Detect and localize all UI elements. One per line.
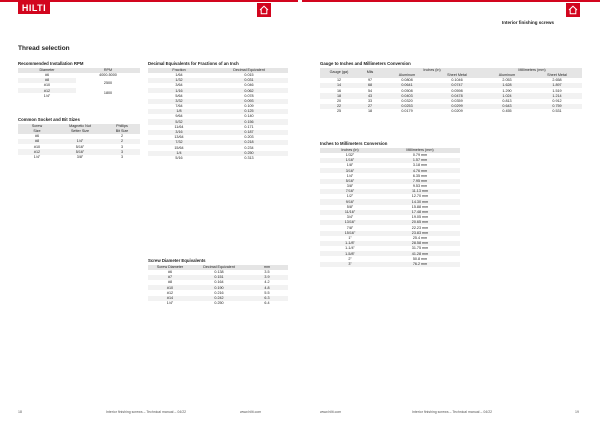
table-cell: 0.0641 [382, 83, 432, 88]
table-cell: 1/16" [320, 158, 380, 163]
table-cell: 1/32" [345, 152, 355, 157]
home-icon[interactable] [566, 3, 580, 17]
table-cell: 1.897 [532, 83, 582, 88]
table-cell: #10 [43, 83, 51, 88]
column-header: Inches (in) [320, 148, 380, 153]
table-cell: 0.759 [532, 104, 582, 109]
table-cell: 1/4" [56, 139, 104, 144]
column-header: Mils [358, 68, 382, 78]
table-cell: #8 [18, 78, 76, 83]
table-cell: 11/16" [320, 210, 380, 215]
column-header: Decimal Equivalent [210, 68, 288, 73]
decimal-block [148, 61, 288, 161]
table-cell: 0.242 [192, 296, 246, 301]
table-cell: 11/64 [174, 124, 184, 129]
table-cell: #8 [167, 280, 173, 285]
table-cell: 3/16 [148, 130, 210, 135]
table-cell: 1/4" [166, 301, 174, 306]
table-cell: 5/16" [56, 149, 104, 154]
table-cell: 1/4 [148, 151, 210, 156]
table-cell: 5.5 [264, 290, 270, 295]
table-cell: 2 [120, 134, 124, 139]
table-cell: 5/16" [320, 179, 380, 184]
table-cell: 9.53 mm [412, 184, 428, 189]
table-cell: #6 [34, 134, 40, 139]
table-cell: 11.13 mm [380, 189, 460, 194]
table-cell: 2" [348, 256, 352, 261]
screwdia-block [148, 258, 288, 306]
table-row [320, 109, 582, 114]
table-title: Inches to Millimeters Conversion [320, 141, 388, 146]
table-cell: 33 [367, 98, 373, 103]
table-cell: 0.1046 [451, 78, 463, 83]
table-cell: 0.313 [244, 155, 254, 160]
table-row [148, 156, 288, 161]
table-cell: 0.062 [210, 88, 288, 93]
table-cell: 6.3 [246, 296, 288, 301]
table-cell: 4000-5000 [99, 72, 117, 77]
table-row [148, 301, 288, 306]
table-cell: 1.57 mm [380, 158, 460, 163]
column-header: Millimeters (mm) [380, 148, 460, 153]
table-cell: 68 [358, 83, 382, 88]
table-cell: 20 [336, 98, 342, 103]
table-cell: 0.912 [552, 98, 562, 103]
table-cell: 6.4 [264, 301, 270, 306]
hilti-logo: HILTI [18, 2, 50, 14]
table-cell: 3/8" [76, 154, 84, 159]
table-cell: 6.35 mm [412, 173, 428, 178]
table-cell: 7/16" [320, 189, 380, 194]
table-cell: 3/64 [175, 83, 183, 88]
table-cell: 1-1/8" [320, 241, 380, 246]
column-header: Screw Diameter [148, 265, 192, 270]
table-cell: 22.23 mm [411, 225, 429, 230]
table-cell: 15.88 mm [411, 204, 429, 209]
table-row [148, 275, 288, 280]
column-header: RPM [76, 68, 140, 73]
table-cell: 2.658 [552, 78, 562, 83]
table-cell: 41.28 mm [380, 251, 460, 256]
table-cell: 0.187 [210, 130, 288, 135]
table-cell: 15/64 [174, 145, 184, 150]
table-cell: 1/64 [175, 72, 183, 77]
table-cell: 15/16" [320, 231, 380, 236]
table-row [148, 290, 288, 295]
table-cell: 0.0403 [382, 93, 432, 98]
table-cell: #12 [166, 290, 174, 295]
table-cell: 3.18 mm [412, 163, 428, 168]
table-cell: 5/8" [346, 204, 354, 209]
table-cell: #12 [18, 149, 56, 154]
table-cell: 43 [358, 93, 382, 98]
table-title: Recommended Installation RPM [18, 61, 84, 66]
socket-block [18, 117, 140, 160]
table-cell: 1-5/8" [320, 251, 380, 256]
column-header: Magnetic Nut [56, 124, 104, 129]
table-title: Gauge to Inches and Millimeters Conversion [320, 61, 411, 66]
table-cell: 0.109 [244, 104, 254, 109]
table-row [148, 270, 288, 275]
page-number-left: 18 [18, 410, 22, 414]
table-cell: 23.83 mm [380, 231, 460, 236]
table-cell: 54 [367, 88, 373, 93]
table-cell: 4.8 [246, 285, 288, 290]
socket-table [18, 124, 140, 160]
table-row [148, 285, 288, 290]
footer-title-left: Interior finishing screws – Technical manual – 04/22 [106, 410, 187, 414]
column-header: Aluminum [482, 73, 532, 78]
gauge-block [320, 61, 582, 114]
table-cell: 18 [320, 93, 358, 98]
table-cell: 3 [120, 144, 124, 149]
table-cell: 1/32 [148, 78, 210, 83]
table-cell: 0.171 [244, 124, 254, 129]
column-header: Decimal Equivalent [192, 265, 246, 270]
table-cell: 0.0478 [432, 93, 482, 98]
table-cell: 0.0359 [451, 98, 463, 103]
table-cell: 3/16" [320, 168, 380, 173]
table-cell: 0.0253 [382, 104, 432, 109]
table-cell: 5/16" [75, 144, 85, 149]
table-cell: 0.643 [482, 104, 532, 109]
table-cell: 0.0209 [451, 109, 463, 114]
table-cell: 3/8" [346, 184, 354, 189]
table-cell: 17.48 mm [380, 210, 460, 215]
column-header: Fraction [148, 68, 210, 73]
table-cell: #10 [148, 285, 192, 290]
table-cell: #7 [148, 275, 192, 280]
table-title: Screw Diameter Equivalents [148, 258, 206, 263]
table-cell: 9/16" [320, 199, 380, 204]
table-cell: 0.093 [210, 99, 288, 104]
table-cell: 0.455 [502, 109, 512, 114]
table-row [320, 262, 460, 267]
table-cell: 0.0508 [401, 88, 413, 93]
table-cell: 1.024 [482, 93, 532, 98]
table-cell: 0.078 [244, 93, 254, 98]
footer-url-left[interactable]: www.hilti.com [240, 410, 262, 414]
table-cell: 25.4 mm [412, 235, 428, 240]
table-cell: 0.190 [192, 285, 246, 290]
table-cell: 0.0747 [432, 83, 482, 88]
rpm-block [18, 61, 140, 99]
table-cell: 13/16" [320, 220, 380, 225]
table-cell: 1.290 [502, 88, 512, 93]
column-header: Screw [18, 124, 56, 129]
table-cell: 27 [358, 104, 382, 109]
table-cell: 0.0179 [401, 109, 413, 114]
table-cell: #6 [44, 72, 50, 77]
column-header: Setter Size [56, 129, 104, 134]
table-cell: 7/8" [346, 225, 354, 230]
gauge-table [320, 68, 582, 115]
table-cell: 97 [367, 78, 373, 83]
column-header: Size [18, 129, 56, 134]
column-header: Inches (in) [382, 68, 482, 73]
column-header: Phillips [104, 124, 140, 129]
table-cell: 3" [320, 262, 380, 267]
home-icon[interactable] [257, 3, 271, 17]
table-cell: 0.138 [214, 269, 224, 274]
column-header: mm [246, 265, 288, 270]
table-row [18, 149, 140, 154]
table-cell: 0.046 [244, 83, 254, 88]
table-row [18, 139, 140, 144]
screwdia-table [148, 265, 288, 307]
table-cell: 1.519 [552, 88, 562, 93]
table-cell: 5/32 [148, 119, 210, 124]
table-cell: 1.214 [532, 93, 582, 98]
table-cell: 1/4" [43, 93, 51, 98]
table-cell: 1/8 [148, 109, 210, 114]
table-cell: 22 [320, 104, 358, 109]
table-cell: 0.234 [244, 145, 254, 150]
table-cell: 3/4" [346, 215, 354, 220]
column-header: Diameter [18, 68, 76, 73]
table-cell: 7/64 [175, 104, 183, 109]
table-cell: 2500 [76, 78, 140, 88]
decimal-table [148, 68, 288, 161]
table-cell: 0.0320 [401, 98, 413, 103]
table-title: Decimal Equivalents for Fractions of an Inch [148, 61, 239, 66]
table-cell: 0.156 [210, 119, 288, 124]
table-cell: 1800 [76, 88, 140, 98]
column-header: Gauge (ga) [320, 68, 358, 78]
table-cell: #6 [167, 269, 173, 274]
table-cell: 0.0598 [451, 88, 463, 93]
table-cell: 4.2 [264, 280, 270, 285]
red-rule-right [302, 0, 600, 2]
table-cell: 3.5 [264, 269, 270, 274]
table-cell: 7.95 mm [380, 179, 460, 184]
table-cell: 1/2" [346, 194, 354, 199]
table-cell: 12 [336, 78, 342, 83]
table-cell: 0.125 [210, 109, 288, 114]
table-cell: 7/32 [148, 140, 210, 145]
table-cell: 2.053 [502, 78, 512, 83]
table-cell: 50.8 mm [412, 256, 428, 261]
table-cell: 18 [367, 109, 373, 114]
inchmm-table [320, 148, 460, 267]
table-cell: 0.015 [244, 72, 254, 77]
table-cell: 25 [336, 109, 342, 114]
table-cell: 0.531 [552, 109, 562, 114]
table-cell: 14 [320, 83, 358, 88]
table-cell: 1/4" [346, 173, 354, 178]
page-number-right: 19 [575, 410, 579, 414]
table-cell: 28.58 mm [380, 241, 460, 246]
table-cell: 1/8" [346, 163, 354, 168]
table-cell: 12.70 mm [411, 194, 429, 199]
table-cell: 9/64 [175, 114, 183, 119]
table-cell: 0.0808 [401, 78, 413, 83]
table-cell: 0.151 [192, 275, 246, 280]
table-cell: 1/4" [33, 154, 41, 159]
table-cell: 3 [120, 154, 124, 159]
footer-title-right: Interior finishing screws – Technical manual – 04/22 [412, 410, 493, 414]
top-bar [0, 0, 600, 20]
table-cell: 5/16 [175, 155, 183, 160]
table-cell: 31.75 mm [411, 246, 429, 251]
table-cell: 4.76 mm [380, 168, 460, 173]
table-cell: 5/64 [175, 93, 183, 98]
table-cell: #12 [18, 88, 76, 93]
column-header: Aluminum [382, 73, 432, 78]
table-cell: 16 [336, 88, 342, 93]
table-cell: 1/16 [148, 88, 210, 93]
table-cell: 2 [104, 139, 140, 144]
table-cell: 1" [348, 235, 352, 240]
table-cell: 14.30 mm [380, 199, 460, 204]
table-cell: 3 [104, 149, 140, 154]
column-header: Millimeters (mm) [482, 68, 582, 73]
table-cell: 0.140 [244, 114, 254, 119]
table-cell: 1.628 [482, 83, 532, 88]
table-row [18, 144, 140, 149]
inchmm-block [320, 141, 460, 267]
table-cell: 1-1/4" [345, 246, 355, 251]
page-title: Thread selection [18, 45, 70, 52]
table-cell: 20.65 mm [380, 220, 460, 225]
table-cell: #14 [148, 296, 192, 301]
table-cell: 0.203 [244, 135, 254, 140]
table-cell: #10 [33, 144, 41, 149]
table-cell: 0.031 [210, 78, 288, 83]
column-header: Bit Size [104, 129, 140, 134]
table-cell: #8 [18, 139, 56, 144]
table-cell: 19.05 mm [411, 215, 429, 220]
table-title: Common Socket and Bit Sizes [18, 117, 80, 122]
rpm-table [18, 68, 140, 99]
table-cell: 3/32 [148, 99, 210, 104]
column-header: Sheet Metal [432, 73, 482, 78]
table-cell: 0.813 [502, 98, 512, 103]
table-cell: 3.9 [246, 275, 288, 280]
footer-url-right[interactable]: www.hilti.com [320, 410, 342, 414]
table-row [148, 280, 288, 285]
table-cell: 0.0299 [432, 104, 482, 109]
column-header: Sheet Metal [532, 73, 582, 78]
table-row [18, 155, 140, 160]
table-cell: 0.164 [214, 280, 224, 285]
table-cell: 13/64 [174, 135, 184, 140]
table-cell: 0.79 mm [412, 152, 428, 157]
section-label: Interior finishing screws [502, 20, 555, 25]
table-row [148, 296, 288, 301]
table-cell: 0.250 [210, 151, 288, 156]
table-cell: 76.2 mm [380, 262, 460, 267]
table-cell: 0.216 [214, 290, 224, 295]
table-cell: 0.218 [210, 140, 288, 145]
table-cell: 0.250 [214, 301, 224, 306]
